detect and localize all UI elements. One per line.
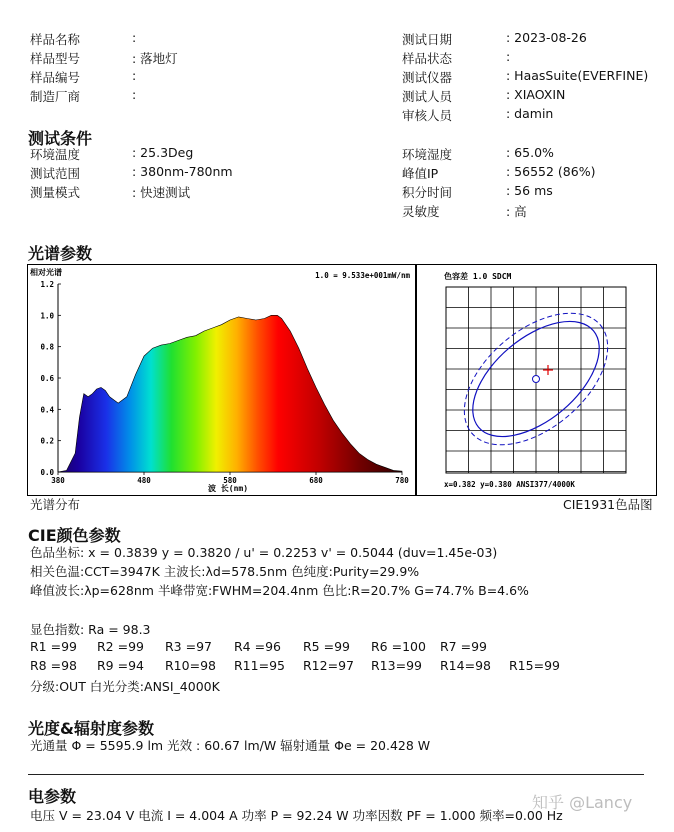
ambient-temp-label: 环境温度 [30,147,81,162]
instrument-value: : HaasSuite(EVERFINE) [506,68,649,83]
y-tick-label: 0.8 [40,342,54,352]
r-value: R13=99 [371,658,422,673]
y-tick-label: 1.2 [40,280,54,289]
sample-number-label: 样品编号 [30,70,81,85]
spectrum-chart [27,264,417,496]
cie-chart-title: 色容差 1.0 SDCM [444,272,512,281]
r-value: R10=98 [165,658,216,673]
humidity-value: : 65.0% [506,145,554,160]
r-value: R6 =100 [371,639,426,654]
ambient-temp-value: : 25.3Deg [132,145,194,160]
section-divider [28,774,644,775]
y-tick-label: 0.0 [40,468,54,477]
r-value: R14=98 [440,658,491,673]
cie-params-heading: CIE颜色参数 [28,526,121,545]
peak-line: 峰值波长:λp=628nm 半峰带宽:FWHM=204.4nm 色比:R=20.7% G=74.7% B=4.6% [30,583,529,598]
sample-status-value: : [506,49,511,64]
r-value: R4 =96 [234,639,281,654]
r-value: R8 =98 [30,658,77,673]
test-conditions-heading: 测试条件 [28,129,93,148]
sample-name-value: : [132,30,137,45]
measure-mode-label: 测量模式 [30,185,81,200]
cie-chart-footer: x=0.382 y=0.380 ANSI377/4000K [444,480,575,489]
cie-tolerance-chart [415,264,657,496]
electrical-heading: 电参数 [28,787,77,806]
test-range-label: 测试范围 [30,166,81,181]
photometric-heading: 光度&辐射度参数 [28,719,154,738]
r-value: R9 =94 [97,658,144,673]
ra-line: 显色指数: Ra = 98.3 [30,622,151,637]
reviewer-value: : damin [506,106,554,121]
y-tick-label: 1.0 [40,311,54,321]
r-value: R3 =97 [165,639,212,654]
integration-time-value: : 56 ms [506,183,553,198]
sample-name-label: 样品名称 [30,32,81,47]
x-tick-label: 480 [137,476,151,485]
r-value: R7 =99 [440,639,487,654]
spectrum-heading: 光谱参数 [28,244,93,263]
x-tick-label: 580 [223,476,237,485]
integration-time-label: 积分时间 [402,185,453,200]
test-date-label: 测试日期 [402,32,453,47]
spectrum-caption: 光谱分布 [30,497,81,512]
y-tick-label: 0.6 [40,374,54,383]
humidity-label: 环境湿度 [402,147,453,162]
y-tick-label: 0.4 [40,405,54,415]
electrical-line: 电压 V = 23.04 V 电流 I = 4.004 A 功率 P = 92.24 W 功率因数 PF = 1.000 频率=0.00 Hz [30,808,563,823]
r-value: R2 =99 [97,639,144,654]
spectrum-title: 相对光谱 [30,268,62,277]
sample-model-value: : 落地灯 [132,51,178,66]
cct-line: 相关色温:CCT=3947K 主波长:λd=578.5nm 色纯度:Purity=29.9% [30,564,420,579]
peak-ip-label: 峰值IP [402,166,439,181]
instrument-label: 测试仪器 [402,70,453,85]
x-tick-label: 780 [395,476,409,485]
peak-ip-value: : 56552 (86%) [506,164,596,179]
measure-mode-value: : 快速测试 [132,185,191,200]
spectrum-annotation: 1.0 = 9.533e+001mW/nm [315,271,410,280]
r-value: R15=99 [509,658,560,673]
photometric-line: 光通量 Φ = 5595.9 lm 光效 : 60.67 lm/W 辐射通量 Φe = 20.428 W [30,738,431,753]
tester-label: 测试人员 [402,89,453,104]
sensitivity-label: 灵敏度 [402,204,440,219]
x-tick-label: 380 [51,476,65,485]
r-value: R1 =99 [30,639,77,654]
measured-point-marker [543,365,553,375]
manufacturer-value: : [132,87,137,102]
x-tick-label: 680 [309,476,323,485]
sensitivity-value: : 高 [506,204,527,219]
spectrum-area [58,315,402,472]
watermark: 知乎 @Lancy [532,793,633,812]
r-value: R12=97 [303,658,354,673]
r-value: R5 =99 [303,639,350,654]
y-tick-label: 0.2 [40,436,54,446]
sample-status-label: 样品状态 [402,51,453,66]
sample-number-value: : [132,68,137,83]
sample-model-label: 样品型号 [30,51,81,66]
center-point-marker [533,376,540,383]
manufacturer-label: 制造厂商 [30,89,81,104]
tester-value: : XIAOXIN [506,87,566,102]
cie-caption: CIE1931色品图 [563,497,653,512]
test-range-value: : 380nm-780nm [132,164,233,179]
r-value: R11=95 [234,658,285,673]
chromaticity-line: 色品坐标: x = 0.3839 y = 0.3820 / u' = 0.2253 v' = 0.5044 (duv=1.45e-03) [30,545,498,560]
reviewer-label: 审核人员 [402,108,453,123]
spectrum-xlabel: 波 长(nm) [207,484,249,493]
test-date-value: : 2023-08-26 [506,30,587,45]
grade-line: 分级:OUT 白光分类:ANSI_4000K [30,679,220,694]
